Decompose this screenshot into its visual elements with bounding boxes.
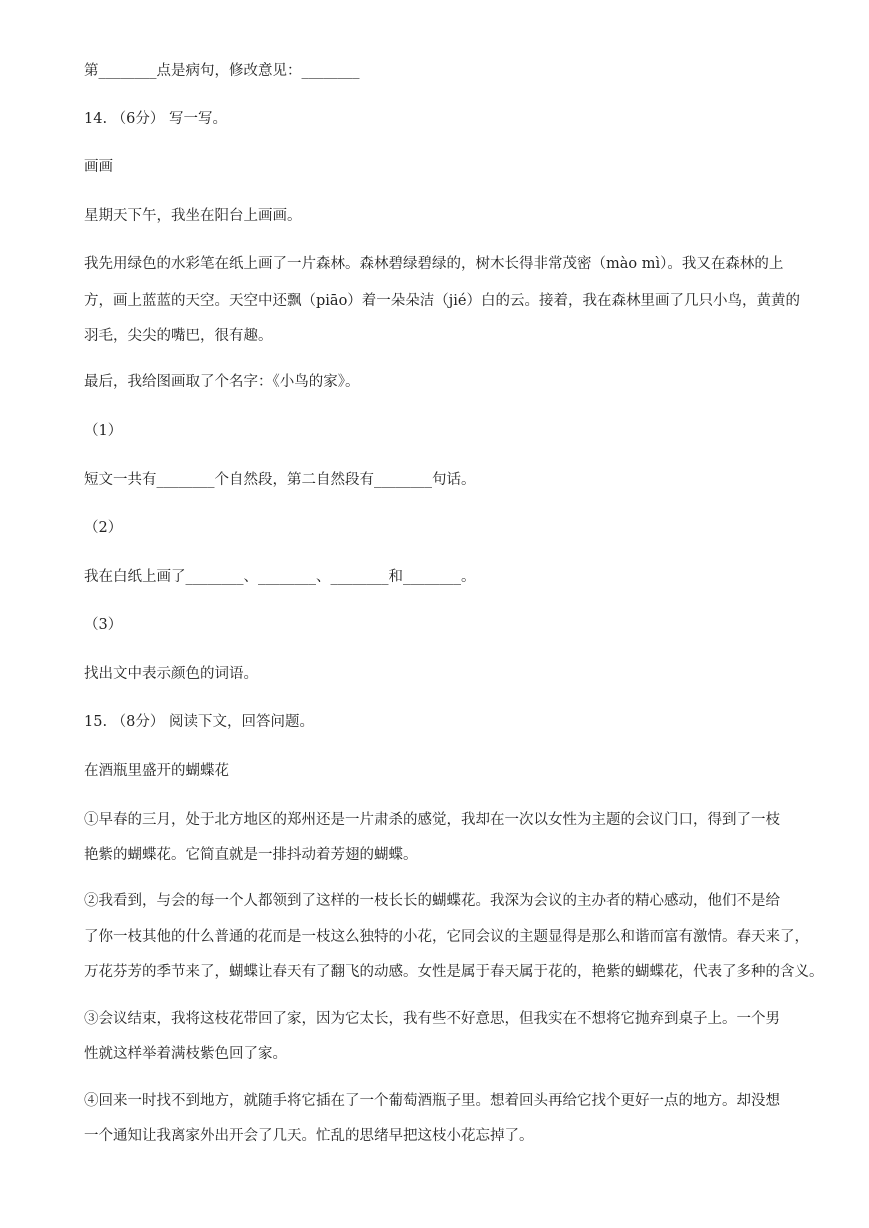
article-paragraph-2-line-2: 了你一枝其他的什么普通的花而是一枝这么独特的小花，它同会议的主题显得是那么和谐而富有激情。春天来了， <box>84 929 809 945</box>
question-14-heading: 14. （6分） 写一写。 <box>84 111 228 127</box>
subquestion-3-label: （3） <box>84 617 123 633</box>
question-15-heading: 15. （8分） 阅读下文，回答问题。 <box>84 714 315 730</box>
passage-paragraph-2-line-3: 羽毛，尖尖的嘴巴，很有趣。 <box>84 328 273 344</box>
subquestion-2-label: （2） <box>84 520 123 536</box>
passage-paragraph-3: 最后，我给图画取了个名字：《小鸟的家》。 <box>84 374 360 390</box>
article-paragraph-1-line-1: ①早春的三月，处于北方地区的郑州还是一片肃杀的感觉，我却在一次以女性为主题的会议门口，得到了一枝 <box>84 812 780 828</box>
question-13-tail: 第________点是病句，修改意见：________ <box>84 63 360 79</box>
subquestion-1-text: 短文一共有________个自然段，第二自然段有________句话。 <box>84 472 476 488</box>
article-paragraph-3-line-2: 性就这样举着满枝紫色回了家。 <box>84 1046 287 1062</box>
article-paragraph-2-line-3: 万花芬芳的季节来了，蝴蝶让春天有了翻飞的动感。女性是属于春天属于花的，艳紫的蝴蝶花，代表了多种的含义。 <box>84 964 824 980</box>
article-paragraph-2-line-1: ②我看到，与会的每一个人都领到了这样的一枝长长的蝴蝶花。我深为会议的主办者的精心感动，他们不是给 <box>84 893 780 909</box>
passage-title: 画画 <box>84 159 113 175</box>
article-paragraph-4-line-1: ④回来一时找不到地方，就随手将它插在了一个葡萄酒瓶子里。想着回头再给它找个更好一点的地方。却没想 <box>84 1093 780 1109</box>
article-paragraph-1-line-2: 艳紫的蝴蝶花。它简直就是一排抖动着芳翅的蝴蝶。 <box>84 847 418 863</box>
article-paragraph-3-line-1: ③会议结束，我将这枝花带回了家，因为它太长，我有些不好意思，但我实在不想将它抛弃到桌子上。一个男 <box>84 1011 780 1027</box>
passage-paragraph-2-line-1: 我先用绿色的水彩笔在纸上画了一片森林。森林碧绿碧绿的，树木长得非常茂密（mào mì）。我又在森林的上 <box>84 256 784 272</box>
subquestion-1-label: （1） <box>84 423 123 439</box>
passage-paragraph-1: 星期天下午，我坐在阳台上画画。 <box>84 208 302 224</box>
article-paragraph-4-line-2: 一个通知让我离家外出开会了几天。忙乱的思绪早把这枝小花忘掉了。 <box>84 1128 534 1144</box>
passage-paragraph-2-line-2: 方，画上蓝蓝的天空。天空中还飘（piāo）着一朵朵洁（jié）白的云。接着，我在森林里画了几只小鸟，黄黄的 <box>84 293 801 309</box>
subquestion-3-text: 找出文中表示颜色的词语。 <box>84 666 258 682</box>
subquestion-2-text: 我在白纸上画了________、________、________和________。 <box>84 569 476 585</box>
article-title: 在酒瓶里盛开的蝴蝶花 <box>84 763 229 779</box>
